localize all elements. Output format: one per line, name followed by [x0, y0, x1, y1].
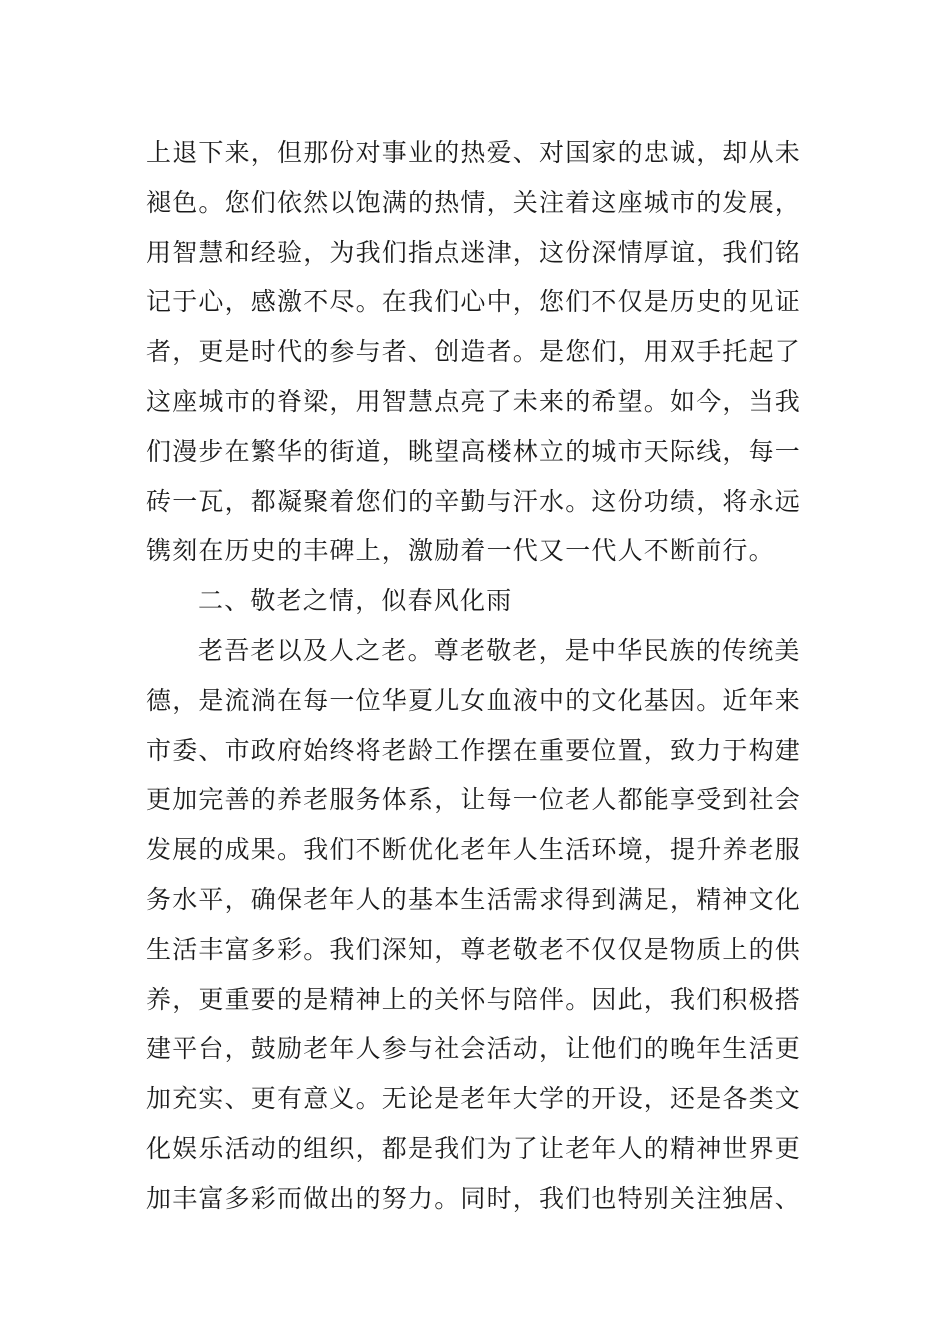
paragraph-line: 加丰富多彩而做出的努力。同时，我们也特别关注独居、	[146, 1183, 802, 1213]
paragraph-line: 加充实、更有意义。无论是老年大学的开设，还是各类文	[146, 1084, 802, 1114]
paragraph-line: 记于心，感激不尽。在我们心中，您们不仅是历史的见证	[146, 287, 802, 317]
paragraph-line: 生活丰富多彩。我们深知，尊老敬老不仅仅是物质上的供	[146, 934, 802, 964]
paragraph-line: 建平台，鼓励老年人参与社会活动，让他们的晚年生活更	[146, 1034, 802, 1064]
paragraph-line: 更加完善的养老服务体系，让每一位老人都能享受到社会	[146, 785, 802, 815]
body-text	[146, 128, 806, 1224]
paragraph-line: 养，更重要的是精神上的关怀与陪伴。因此，我们积极搭	[146, 984, 802, 1014]
paragraph-line: 们漫步在繁华的街道，眺望高楼林立的城市天际线，每一	[146, 436, 802, 466]
paragraph-line: 用智慧和经验，为我们指点迷津，这份深情厚谊，我们铭	[146, 237, 802, 267]
paragraph-line: 德，是流淌在每一位华夏儿女血液中的文化基因。近年来	[146, 685, 802, 715]
section-heading: 二、敬老之情，似春风化雨	[198, 586, 513, 616]
paragraph-line: 发展的成果。我们不断优化老年人生活环境，提升养老服	[146, 835, 802, 865]
paragraph-line: 褪色。您们依然以饱满的热情，关注着这座城市的发展，	[146, 187, 802, 217]
paragraph-line: 老吾老以及人之老。尊老敬老，是中华民族的传统美	[198, 635, 801, 665]
paragraph-line: 化娱乐活动的组织，都是我们为了让老年人的精神世界更	[146, 1133, 802, 1163]
paragraph-line: 这座城市的脊梁，用智慧点亮了未来的希望。如今，当我	[146, 386, 802, 416]
paragraph-line: 务水平，确保老年人的基本生活需求得到满足，精神文化	[146, 884, 802, 914]
paragraph-line: 砖一瓦，都凝聚着您们的辛勤与汗水。这份功绩，将永远	[146, 486, 802, 516]
paragraph-line: 镌刻在历史的丰碑上，激励着一代又一代人不断前行。	[146, 536, 775, 566]
paragraph-line: 市委、市政府始终将老龄工作摆在重要位置，致力于构建	[146, 735, 802, 765]
paragraph-line: 上退下来，但那份对事业的热爱、对国家的忠诚，却从未	[146, 138, 802, 167]
paragraph-line: 者，更是时代的参与者、创造者。是您们，用双手托起了	[146, 337, 802, 367]
